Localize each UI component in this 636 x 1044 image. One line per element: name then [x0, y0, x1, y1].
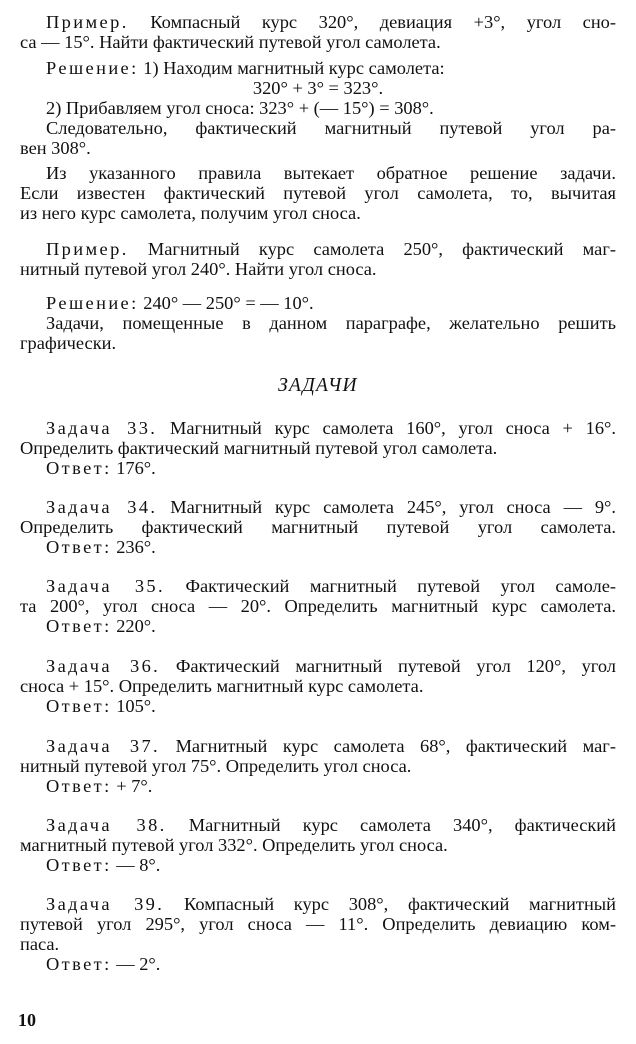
answer: Ответ: 176°. — [46, 458, 156, 478]
solution-1-step-2: 2) Прибавляем угол сноса: 323° + (— 15°) = 308°. — [46, 98, 434, 118]
answer: Ответ: — 2°. — [46, 954, 161, 974]
problem-37: Задача 37. Магнитный курс самолета 68°, фактический маг- нитный путевой угол 75°. Определить угол сноса. Ответ: + 7°. — [20, 736, 616, 796]
example-1-line-2: са — 15°. Найти фактический путевой угол самолета. — [20, 32, 441, 52]
problem-38: Задача 38. Магнитный курс самолета 340°, фактический магнитный путевой угол 332°. Определить угол сноса. Ответ: — 8°. — [20, 815, 616, 875]
page-number: 10 — [18, 1010, 36, 1030]
rule-paragraph — [20, 163, 616, 223]
problem-label: Задача 37. — [46, 736, 161, 756]
problem-36: Задача 36. Фактический магнитный путевой угол 120°, угол сноса + 15°. Определить магнитный курс самолета. Ответ: 105°. — [20, 656, 616, 716]
formula-1: 320° + 3° = 323°. — [252, 78, 384, 98]
solution-label: Решение: — [46, 58, 139, 78]
note-line-2: графически. — [20, 333, 117, 353]
solution-1 — [20, 58, 616, 158]
example-label: Пример. — [46, 12, 129, 32]
solution-2 — [20, 293, 616, 353]
answer: Ответ: — 8°. — [46, 855, 161, 875]
problem-33: Задача 33. Магнитный курс самолета 160°, угол сноса + 16°. Определить фактический магнитный путевой угол самолета. Ответ: 176°. — [20, 418, 616, 478]
problem-label: Задача 33. — [46, 418, 158, 438]
problem-label: Задача 38. — [46, 815, 167, 835]
section-title: ЗАДАЧИ — [278, 375, 358, 396]
problem-label: Задача 39. — [46, 894, 165, 914]
example-2 — [20, 239, 616, 279]
problem-label: Задача 35. — [46, 576, 166, 596]
problem-39: Задача 39. Компасный курс 308°, фактический магнитный путевой угол 295°, угол сноса — 11°. Определить девиацию ком- паса. Ответ: — 2°. — [20, 894, 616, 974]
example-2-line-2: нитный путевой угол 240°. Найти угол сноса. — [20, 259, 377, 279]
solution-label: Решение: — [46, 293, 139, 313]
example-2-line-1: Пример. Магнитный курс самолета 250°, фактический маг- — [46, 239, 616, 259]
note-line-1: Задачи, помещенные в данном параграфе, желательно решить — [46, 313, 616, 333]
problem-label: Задача 34. — [46, 497, 158, 517]
conclusion-line-2: вен 308°. — [20, 138, 91, 158]
problem-label: Задача 36. — [46, 656, 161, 676]
rule-line-2: Если известен фактический путевой угол самолета, то, вычитая — [20, 183, 616, 203]
answer: Ответ: 236°. — [46, 537, 156, 557]
problem-34: Задача 34. Магнитный курс самолета 245°, угол сноса — 9°. Определить фактический магнитный путевой угол самолета. Ответ: 236°. — [20, 497, 616, 557]
conclusion-line-1: Следовательно, фактический магнитный путевой угол ра- — [46, 118, 616, 138]
solution-2-line-1: Решение: 240° — 250° = — 10°. — [46, 293, 314, 313]
problem-35: Задача 35. Фактический магнитный путевой угол самоле- та 200°, угол сноса — 20°. Определить магнитный курс самолета. Ответ: 220°. — [20, 576, 616, 636]
example-1 — [20, 12, 616, 52]
example-label: Пример. — [46, 239, 129, 259]
rule-line-3: из него курс самолета, получим угол сноса. — [20, 203, 361, 223]
rule-line-1: Из указанного правила вытекает обратное решение задачи. — [46, 163, 616, 183]
answer: Ответ: 105°. — [46, 696, 156, 716]
example-1-line-1: Пример. Компасный курс 320°, девиация +3°, угол сно- — [46, 12, 616, 32]
answer: Ответ: + 7°. — [46, 776, 153, 796]
solution-1-line-1: Решение: 1) Находим магнитный курс самолета: — [46, 58, 445, 78]
answer: Ответ: 220°. — [46, 616, 156, 636]
